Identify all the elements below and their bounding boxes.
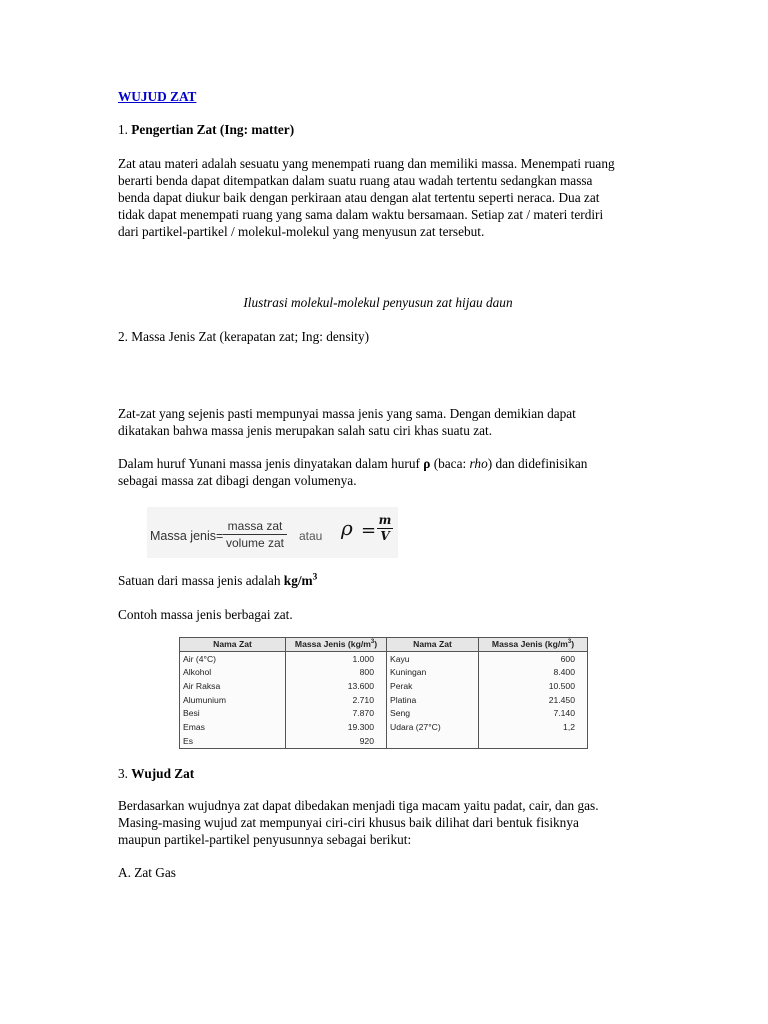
section-2-heading: 2. Massa Jenis Zat (kerapatan zat; Ing: density)	[118, 329, 370, 344]
table-row	[180, 707, 588, 721]
table-row	[180, 652, 588, 666]
formula-numerator: massa zat	[223, 519, 287, 535]
table-row	[180, 679, 588, 693]
section-1-number: 1.	[118, 122, 132, 137]
formula-equals: =	[361, 520, 377, 541]
table-cell: Es	[180, 734, 286, 748]
text-line: sebagai massa zat dibagi dengan volumenya.	[118, 473, 357, 488]
section-3-number: 3.	[118, 766, 132, 781]
text-line: Zat-zat yang sejenis pasti mempunyai massa jenis yang sama. Dengan demikian dapat	[118, 406, 576, 421]
table-cell	[479, 734, 588, 748]
paragraph-density-intro	[118, 405, 638, 439]
paragraph-definition	[118, 155, 638, 240]
section-3-title: Wujud Zat	[131, 766, 195, 781]
table-cell: Kayu	[387, 652, 479, 666]
text-line: berarti benda dapat ditempatkan dalam suatu ruang atau wadah tertentu sedangkan massa	[118, 173, 593, 188]
table-cell	[387, 734, 479, 748]
header-sup: 3	[567, 639, 572, 646]
text-span: ) dan didefinisikan	[487, 456, 588, 471]
subsection-gas-heading: A. Zat Gas	[118, 865, 176, 880]
paragraph-rho-definition	[118, 455, 638, 489]
formula-fraction	[223, 519, 287, 550]
header-name-2: Nama Zat	[387, 638, 479, 652]
table-cell: 1,2	[479, 720, 588, 734]
section-3-heading	[118, 765, 638, 782]
table-cell: Seng	[387, 707, 479, 721]
table-row	[180, 693, 588, 707]
text-line: Masing-masing wujud zat mempunyai ciri-ciri khusus baik dilihat dari bentuk fisiknya	[118, 815, 579, 830]
text-span: Dalam huruf Yunani massa jenis dinyatakan dalam huruf	[118, 456, 424, 471]
header-name-1: Nama Zat	[180, 638, 286, 652]
table-cell: 7.870	[286, 707, 387, 721]
table-row	[180, 666, 588, 680]
section-1-heading	[118, 121, 638, 138]
table-cell: 21.450	[479, 693, 588, 707]
table-cell: Alumunium	[180, 693, 286, 707]
table-row	[180, 734, 588, 748]
formula-left-label: Massa jenis=	[150, 529, 224, 543]
table-cell: Emas	[180, 720, 286, 734]
rho-symbol: ρ	[423, 456, 431, 471]
table-row	[180, 720, 588, 734]
header-text: Massa Jenis (kg/m	[294, 639, 371, 650]
text-line: tidak dapat menempati ruang yang sama dalam waktu bersamaan. Setiap zat / materi terdiri	[118, 207, 604, 222]
table-cell: 8.400	[479, 666, 588, 680]
text-span: Satuan dari massa jenis adalah	[118, 573, 284, 588]
table-cell: 19.300	[286, 720, 387, 734]
text-line: Berdasarkan wujudnya zat dapat dibedakan menjadi tiga macam yaitu padat, cair, dan gas.	[118, 798, 599, 813]
header-close: )	[374, 639, 378, 650]
table-cell: 13.600	[286, 679, 387, 693]
table-cell: Besi	[180, 707, 286, 721]
formula-v: V	[380, 529, 390, 543]
formula-denominator: volume zat	[225, 536, 285, 550]
formula-atau: atau	[299, 529, 323, 543]
section-1-title: Pengertian Zat (Ing: matter)	[131, 122, 295, 137]
table-cell: Kuningan	[387, 666, 479, 680]
text-span: (baca:	[430, 456, 470, 471]
table-cell: 7.140	[479, 707, 588, 721]
header-density-1	[286, 638, 387, 652]
table-cell: 1.000	[286, 652, 387, 666]
table-cell: 920	[286, 734, 387, 748]
text-line: maupun partikel-partikel penyusunnya sebagai berikut:	[118, 832, 412, 847]
text-line: benda dapat diukur baik dengan perkiraan atau dengan alat tertentu seperti neraca. Dua zat	[118, 190, 600, 205]
unit-value	[284, 573, 317, 588]
text-line: Zat atau materi adalah sesuatu yang menempati ruang dan memiliki massa. Menempati ruang	[118, 156, 615, 171]
table-header-row	[180, 638, 588, 652]
formula-rho: ρ	[341, 516, 353, 540]
table-cell: Udara (27°C)	[387, 720, 479, 734]
paragraph-states-of-matter	[118, 797, 638, 848]
table-cell: Air Raksa	[180, 679, 286, 693]
table-cell: Alkohol	[180, 666, 286, 680]
table-cell: 800	[286, 666, 387, 680]
table-cell: Platina	[387, 693, 479, 707]
table-cell: Perak	[387, 679, 479, 693]
text-line: dikatakan bahwa massa jenis merupakan salah satu ciri khas suatu zat.	[118, 423, 493, 438]
density-table	[179, 637, 588, 749]
page-title[interactable]	[118, 88, 638, 105]
text-line	[118, 455, 638, 472]
formula-m: m	[378, 513, 392, 527]
table-cell: 2.710	[286, 693, 387, 707]
header-density-2	[479, 638, 588, 652]
unit-line	[118, 572, 638, 589]
density-formula-image	[147, 507, 398, 558]
formula-m-over-v	[377, 513, 393, 544]
table-cell: 10.500	[479, 679, 588, 693]
title-link[interactable]: WUJUD ZAT	[118, 89, 197, 104]
table-cell: 600	[479, 652, 588, 666]
unit-superscript: 3	[312, 572, 318, 583]
examples-intro: Contoh massa jenis berbagai zat.	[118, 607, 293, 622]
header-close: )	[571, 639, 575, 650]
text-line: dari partikel-partikel / molekul-molekul yang menyusun zat tersebut.	[118, 224, 485, 239]
header-text: Massa Jenis (kg/m	[491, 639, 568, 650]
illustration-caption: Ilustrasi molekul-molekul penyusun zat hijau daun	[243, 295, 513, 310]
rho-word: rho	[469, 456, 488, 471]
header-sup: 3	[370, 639, 375, 646]
table-cell: Air (4°C)	[180, 652, 286, 666]
unit-text: kg/m	[283, 573, 313, 588]
